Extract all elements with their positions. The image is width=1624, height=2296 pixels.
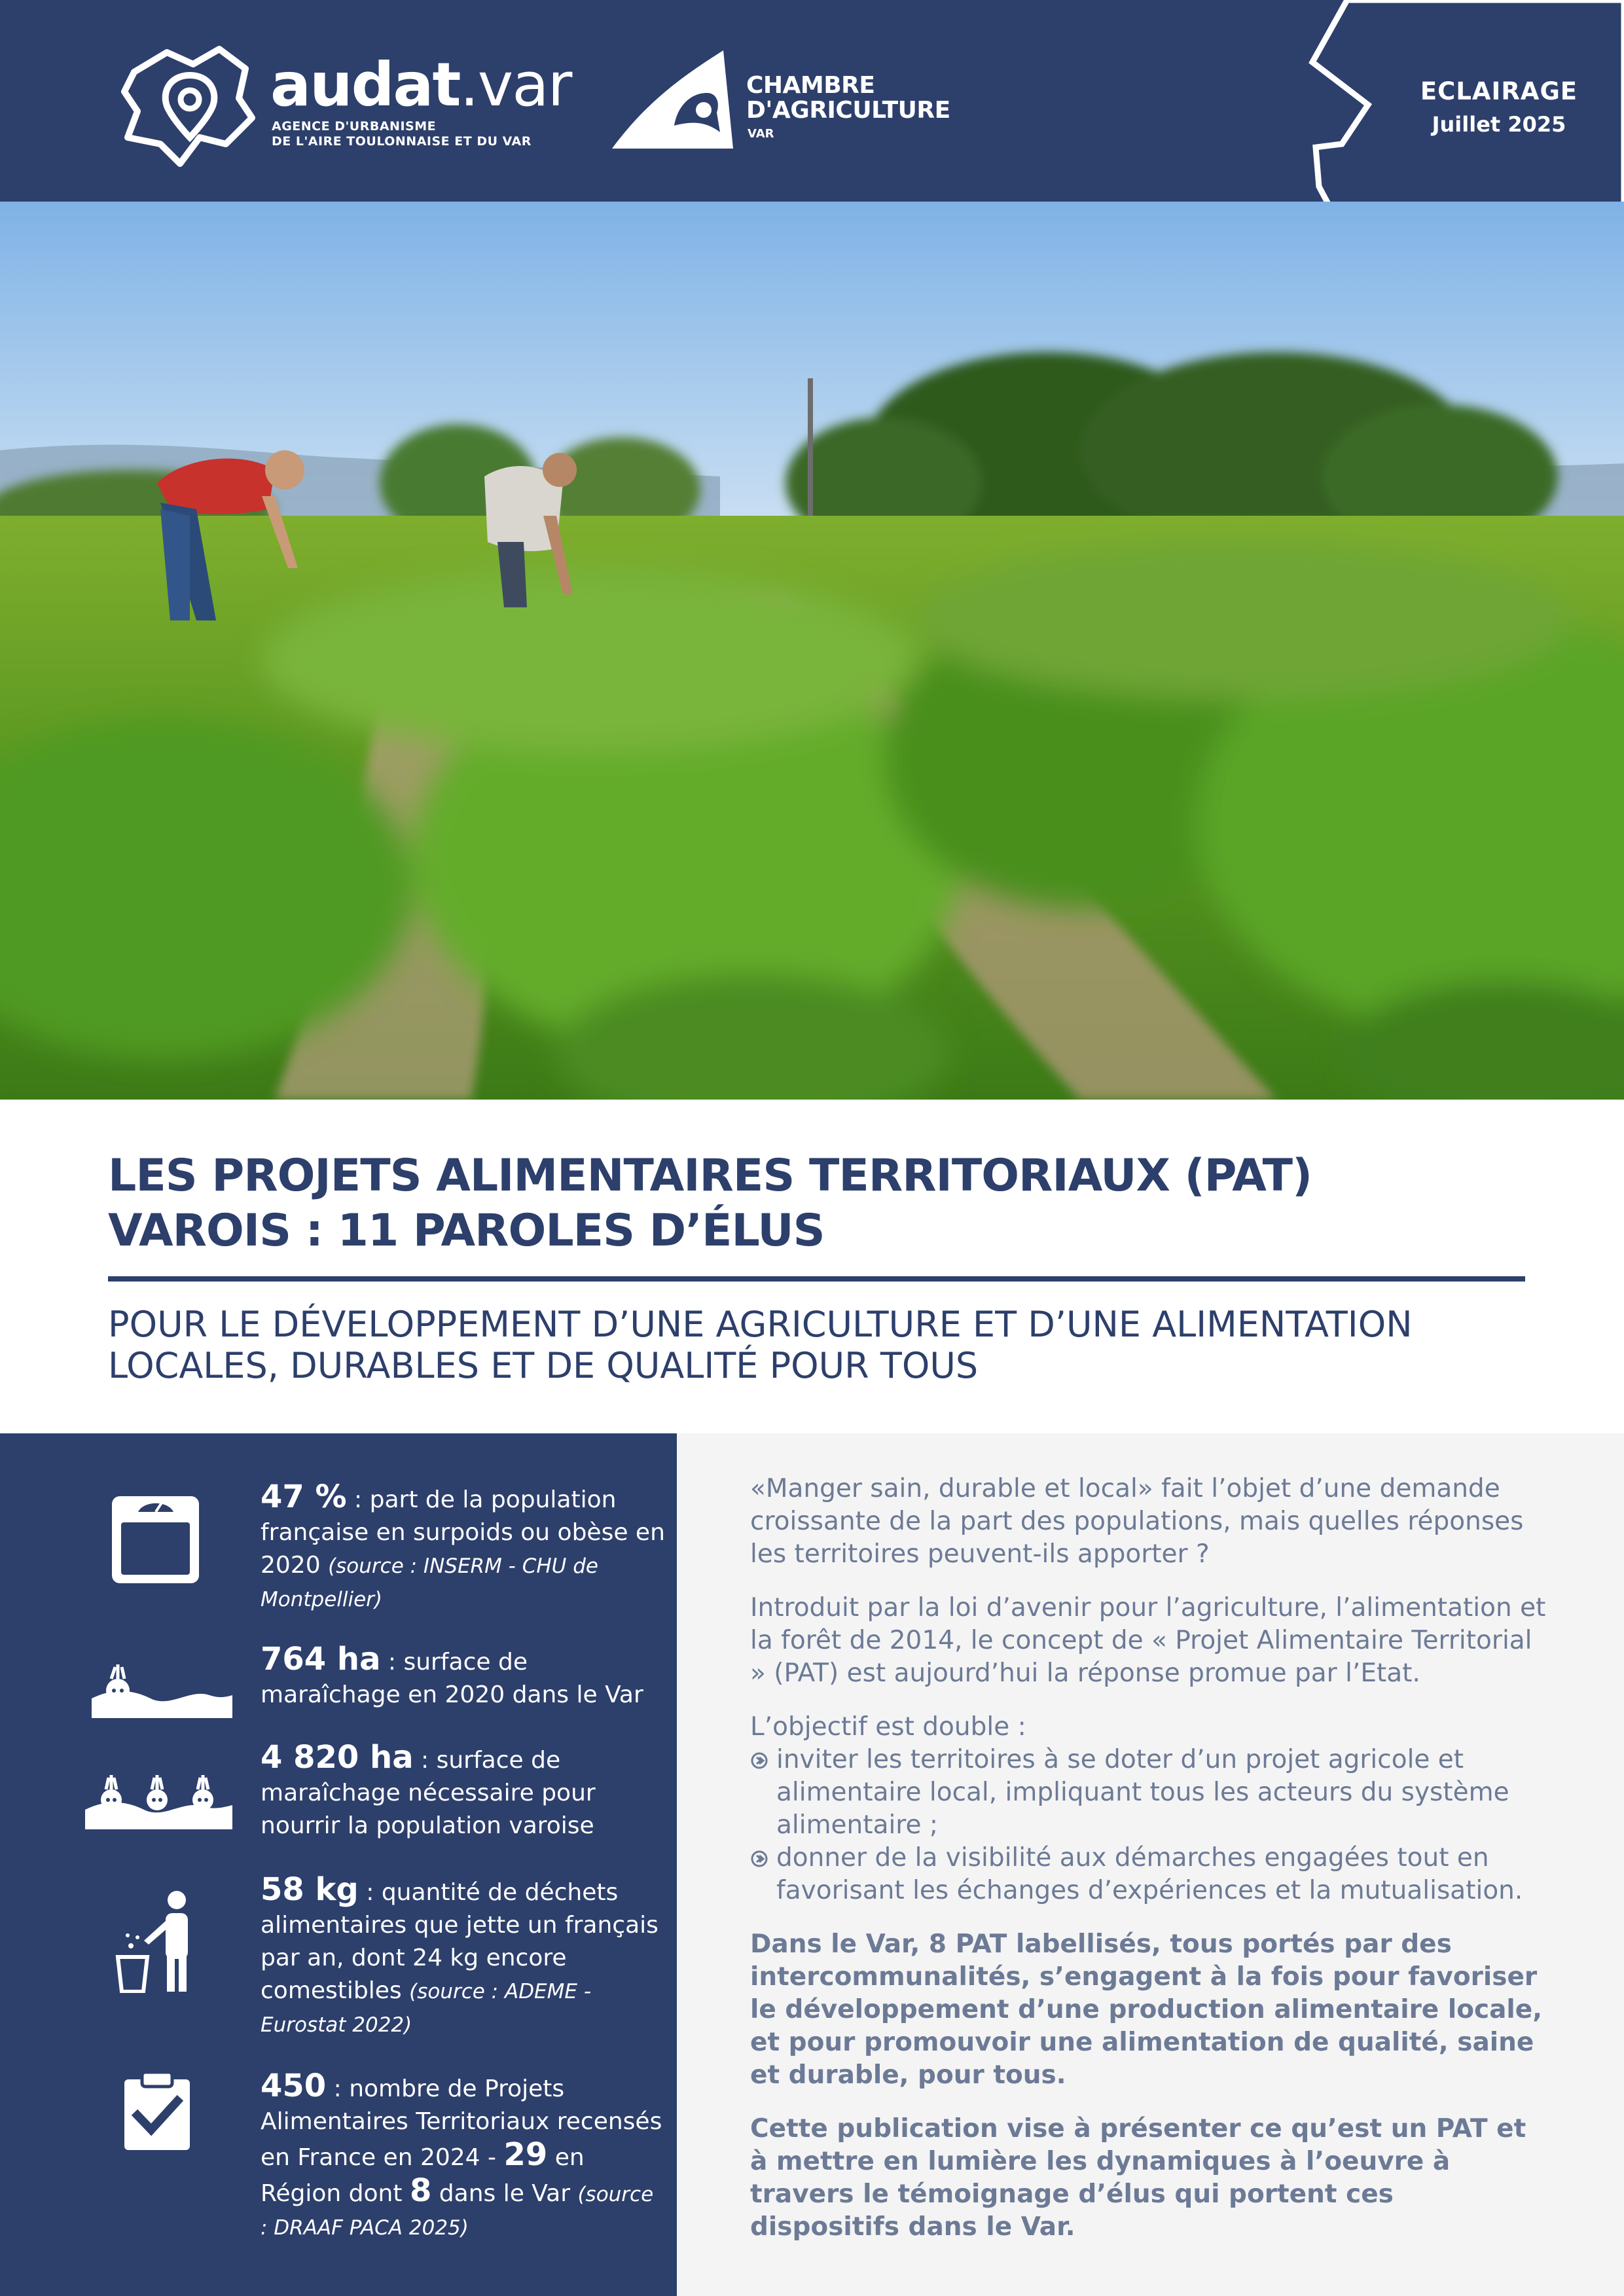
intro-text — [750, 1473, 1549, 2265]
farm-field-illustration — [0, 202, 1624, 1100]
stat-pat-count-value: 450 — [261, 2068, 327, 2104]
crop-field-icon — [92, 1659, 232, 1718]
objective-list — [750, 1744, 1549, 1907]
objective-item-1-text: inviter les territoires à se doter d’un projet agricole et alimentaire local, impliquant tous les acteurs du système alimentaire ; — [776, 1745, 1509, 1840]
page-title-line2: VAROIS : 11 PAROLES D’ÉLUS — [108, 1205, 825, 1257]
audat-brand — [270, 52, 571, 118]
page-subtitle-line1: POUR LE DÉVELOPPEMENT D’UNE AGRICULTURE ET D’UNE ALIMENTATION — [108, 1304, 1413, 1345]
edition-label — [1401, 77, 1597, 137]
stat-food-waste — [261, 1873, 666, 2041]
intro-paragraph-4: Dans le Var, 8 PAT labellisés, tous portés par des intercommunalités, s’engagent à la fois pour favoriser le développement d’une production alimentaire locale, et pour promouvoir une alimentation de qualité, saine et durable, pour tous. — [750, 1929, 1543, 2090]
farm-field-photo — [0, 202, 1624, 1100]
audat-subtitle-line1: AGENCE D'URBANISME — [272, 119, 437, 134]
page-title — [108, 1149, 1522, 1259]
chambre-line2: D'AGRICULTURE — [746, 97, 950, 124]
intro-paragraph-2: Introduit par la loi d’avenir pour l’agriculture, l’alimentation et la forêt de 2014, le concept de « Projet Alimentaire Territorial » (PAT) est aujourd’hui la réponse promue par l’Etat. — [750, 1593, 1546, 1688]
stat-pat-count-text1: : nombre de Projets Alimentaires Territoriaux recensés en France en 2024 - — [261, 2075, 662, 2171]
intro-paragraph-3: L’objectif est double : — [750, 1712, 1026, 1742]
title-divider — [108, 1276, 1525, 1282]
chambre-agriculture-logo — [609, 47, 949, 158]
audat-logo — [121, 46, 571, 170]
stat-food-waste-value: 58 kg — [261, 1871, 359, 1908]
stat-obesity-source: (source : INSERM - CHU de Montpellier) — [261, 1554, 598, 1611]
edition-date: Juillet 2025 — [1432, 112, 1566, 137]
stat-surface-2020 — [261, 1643, 666, 1712]
intro-paragraph-5: Cette publication vise à présenter ce qu’est un PAT et à mettre en lumière les dynamiques à l’oeuvre à travers le témoignage d’élus qui portent ces dispositifs dans le Var. — [750, 2114, 1526, 2242]
map-pin-logo-icon — [121, 46, 259, 170]
stat-pat-count-text3: dans le Var — [431, 2180, 578, 2207]
page-subtitle-line2: LOCALES, DURABLES ET DE QUALITÉ POUR TOUS — [108, 1345, 979, 1386]
stat-pat-count-text2: en Région dont — [261, 2144, 585, 2207]
stat-pat-var-value: 8 — [409, 2172, 432, 2209]
audat-subtitle-line2: DE L'AIRE TOULONNAISE ET DU VAR — [272, 134, 532, 149]
audat-brand-bold: audat — [270, 50, 460, 120]
stat-pat-region-value: 29 — [503, 2136, 548, 2173]
page-title-line1: LES PROJETS ALIMENTAIRES TERRITORIAUX (PAT) — [108, 1150, 1312, 1202]
stat-obesity-value: 47 % — [261, 1479, 347, 1515]
waste-bin-person-icon — [115, 1888, 206, 1993]
clipboard-check-icon — [121, 2070, 193, 2151]
arrow-circle-bullet-icon — [750, 1850, 768, 1868]
stat-food-waste-source: (source : ADEME - Eurostat 2022) — [261, 1980, 592, 2037]
chambre-a-logo-icon — [609, 47, 740, 152]
objective-item-1 — [750, 1744, 1549, 1842]
audat-brand-light: .var — [460, 50, 571, 120]
stat-surface-needed-value: 4 820 ha — [261, 1739, 414, 1776]
chambre-var: VAR — [748, 127, 774, 141]
audat-subtitle — [272, 119, 532, 149]
stat-obesity — [261, 1480, 666, 1616]
stat-surface-2020-value: 764 ha — [261, 1641, 381, 1677]
crop-fields-icon — [85, 1767, 232, 1829]
edition-type: ECLAIRAGE — [1420, 77, 1578, 105]
scale-icon — [108, 1492, 203, 1587]
page-subtitle — [108, 1304, 1548, 1386]
chambre-line1: CHAMBRE — [746, 72, 875, 99]
stat-food-waste-text: : quantité de déchets alimentaires que jette un français par an, dont 24 kg encore comestibles — [261, 1879, 659, 2004]
stat-surface-needed-text: : surface de maraîchage nécessaire pour nourrir la population varoise — [261, 1747, 596, 1839]
stat-pat-count — [261, 2070, 666, 2244]
objective-item-2-text: donner de la visibilité aux démarches engagées tout en favorisant les échanges d’expériences et la mutualisation. — [776, 1843, 1523, 1905]
intro-paragraph-1: «Manger sain, durable et local» fait l’objet d’une demande croissante de la part des populations, mais quelles réponses les territoires peuvent-ils apporter ? — [750, 1474, 1524, 1569]
objective-item-2 — [750, 1842, 1549, 1907]
arrow-circle-bullet-icon — [750, 1751, 768, 1770]
stat-surface-needed — [261, 1741, 666, 1842]
chambre-name — [746, 73, 950, 123]
stat-pat-count-source: (source : DRAAF PACA 2025) — [261, 2183, 654, 2240]
stat-obesity-text: : part de la population française en surpoids ou obèse en 2020 — [261, 1486, 665, 1579]
stat-surface-2020-text: : surface de maraîchage en 2020 dans le Var — [261, 1649, 643, 1708]
